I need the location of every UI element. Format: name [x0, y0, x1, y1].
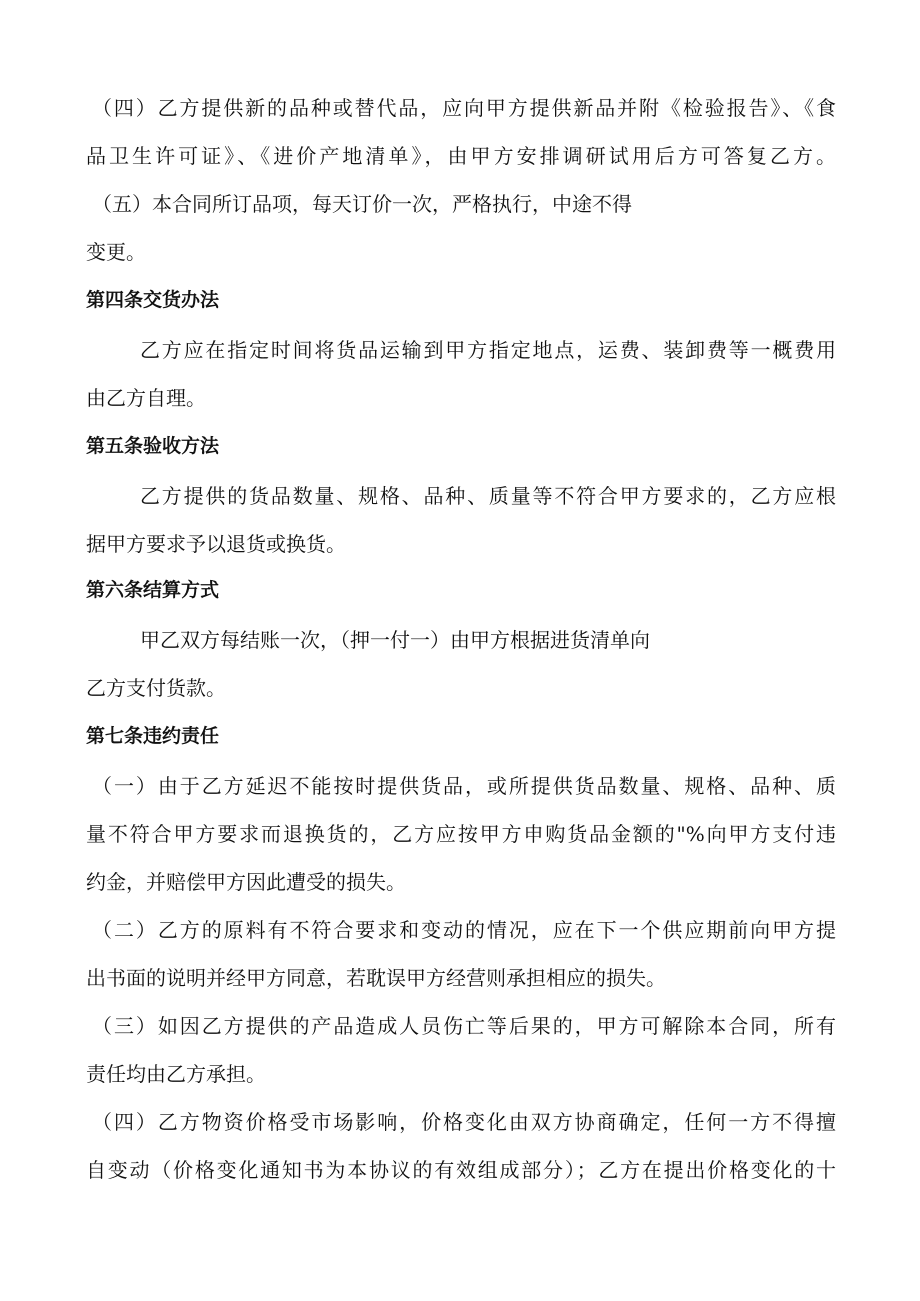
article-7-2-line-2: 出书面的说明并经甲方同意，若耽误甲方经营则承担相应的损失。 [86, 966, 666, 990]
article-7-4-line-1: （四）乙方物资价格受市场影响，价格变化由双方协商确定，任何一方不得擅 [92, 1110, 836, 1134]
article-7-1-line-1: （一）由于乙方延迟不能按时提供货品，或所提供货品数量、规格、品种、质 [92, 774, 836, 798]
article-5-line-2: 据甲方要求予以退货或换货。 [86, 532, 346, 556]
clause-3-4-line-1: （四）乙方提供新的品种或替代品，应向甲方提供新品并附《检验报告》、《食 [92, 96, 836, 120]
clause-3-5-line-2: 变更。 [86, 240, 146, 264]
article-4-heading: 第四条交货办法 [86, 289, 220, 311]
article-7-4-line-2: 自变动（价格变化通知书为本协议的有效组成部分）；乙方在提出价格变化的十 [86, 1158, 836, 1182]
article-7-heading: 第七条违约责任 [86, 725, 220, 747]
article-5-line-1: 乙方提供的货品数量、规格、品种、质量等不符合甲方要求的，乙方应根 [140, 484, 836, 508]
article-7-3-line-1: （三）如因乙方提供的产品造成人员伤亡等后果的，甲方可解除本合同，所有 [92, 1014, 836, 1038]
article-7-1-line-2: 量不符合甲方要求而退换货的，乙方应按甲方申购货品金额的"%向甲方支付违 [86, 822, 836, 846]
article-7-1-line-3: 约金，并赔偿甲方因此遭受的损失。 [86, 870, 406, 894]
clause-3-4-line-2: 品卫生许可证》、《进价产地清单》，由甲方安排调研试用后方可答复乙方。 [86, 144, 836, 168]
article-6-line-2: 乙方支付货款。 [86, 676, 226, 700]
article-5-heading: 第五条验收方法 [86, 435, 220, 457]
article-4-line-2: 由乙方自理。 [86, 386, 206, 410]
clause-3-5-line-1: （五）本合同所订品项，每天订价一次，严格执行，中途不得 [92, 192, 632, 216]
article-6-line-1: 甲乙双方每结账一次，（押一付一）由甲方根据进货清单向 [140, 628, 650, 652]
article-7-3-line-2: 责任均由乙方承担。 [86, 1062, 266, 1086]
article-4-line-1: 乙方应在指定时间将货品运输到甲方指定地点，运费、装卸费等一概费用 [140, 338, 836, 362]
article-7-2-line-1: （二）乙方的原料有不符合要求和变动的情况，应在下一个供应期前向甲方提 [92, 918, 836, 942]
article-6-heading: 第六条结算方式 [86, 579, 220, 601]
